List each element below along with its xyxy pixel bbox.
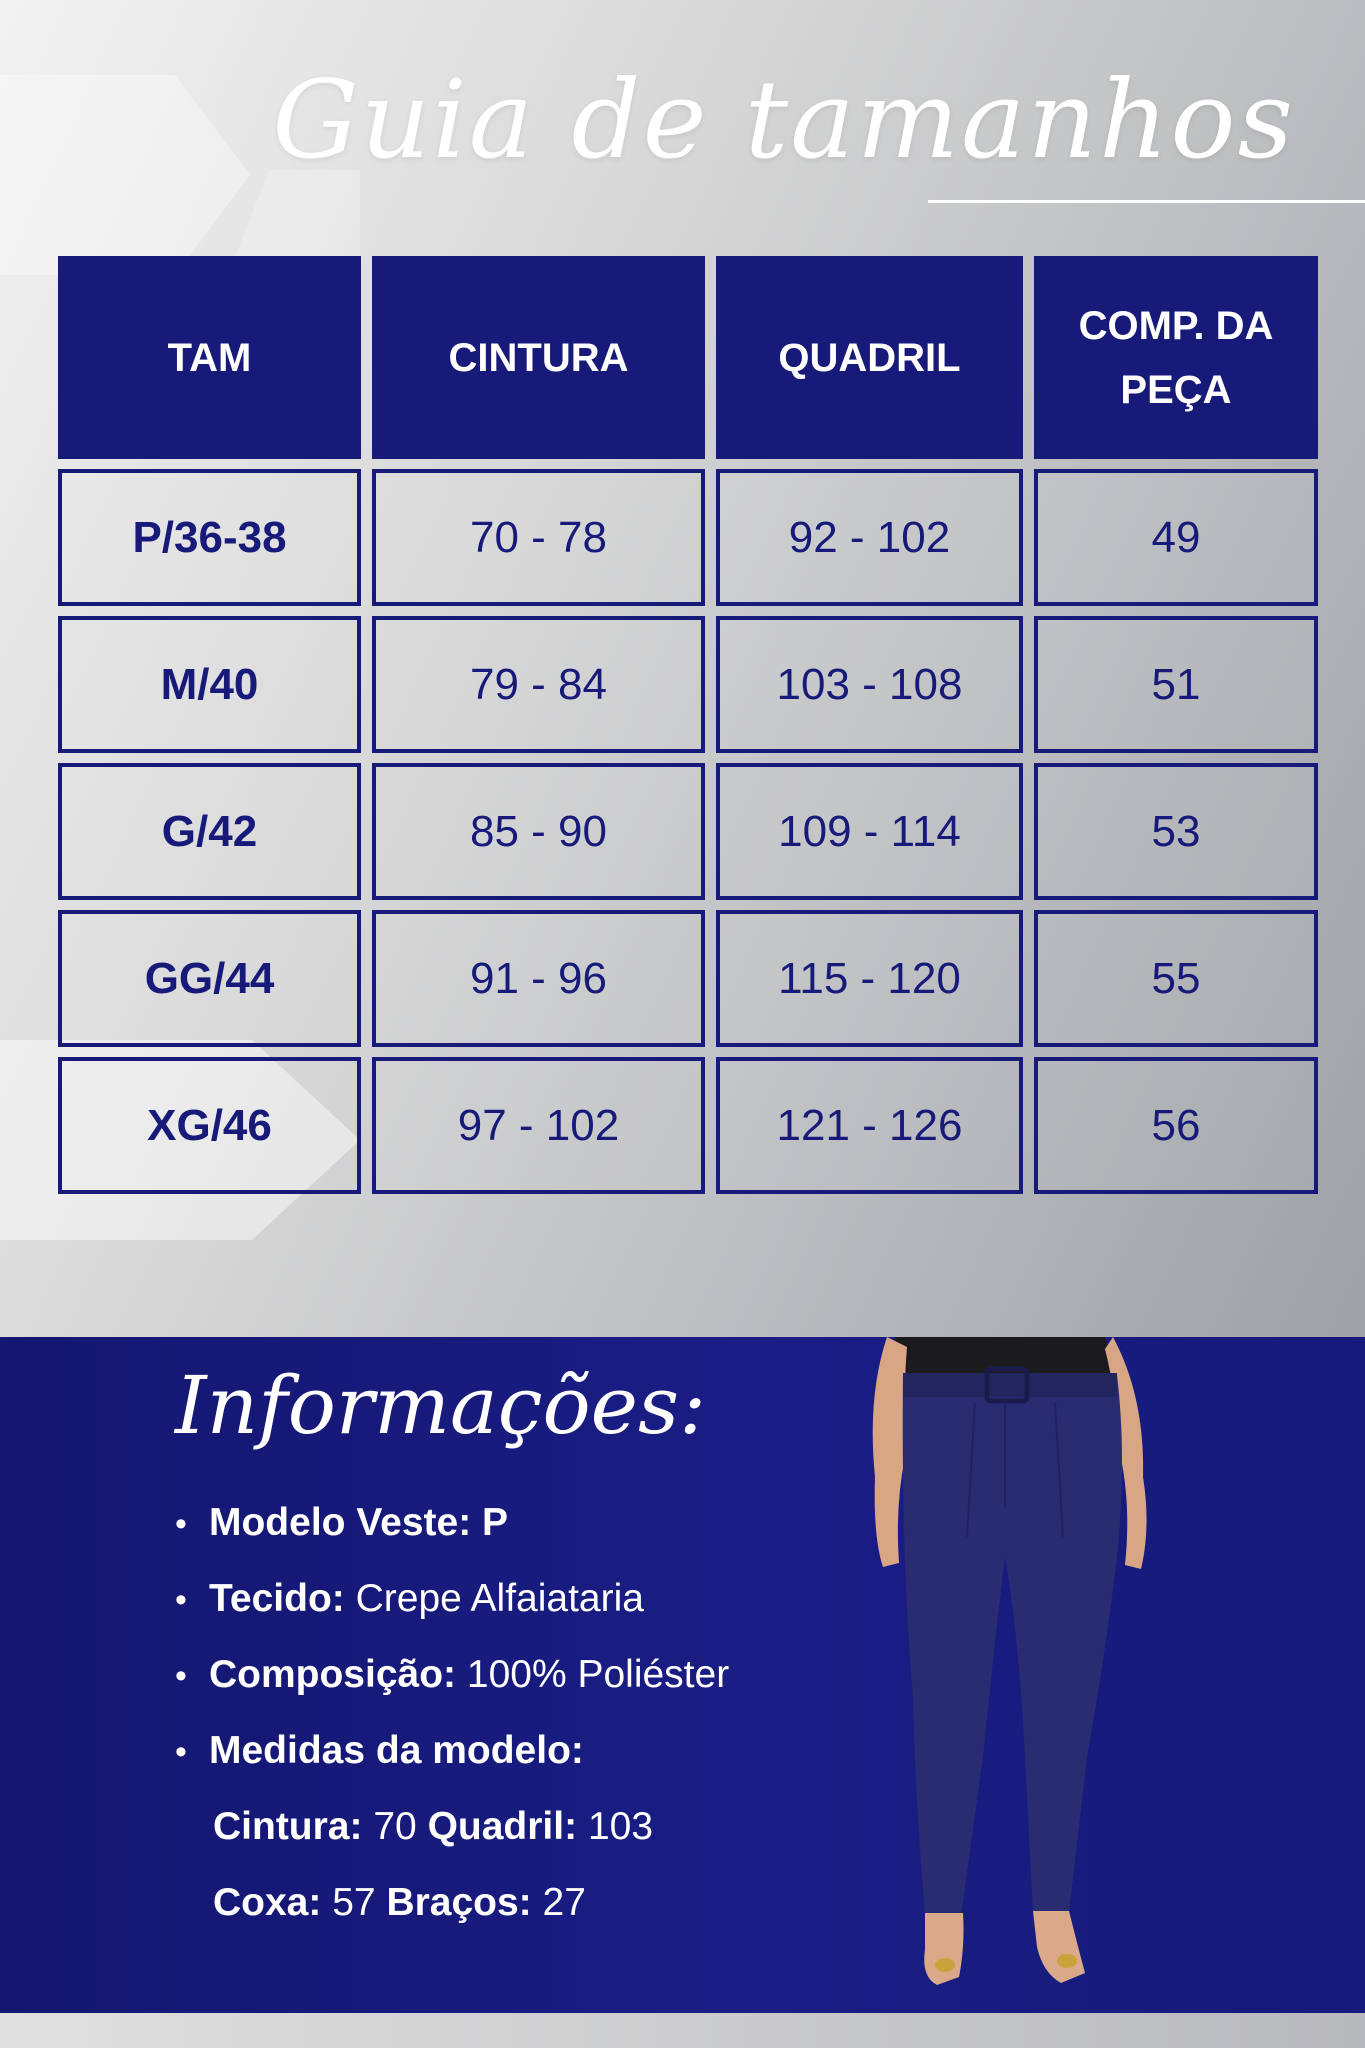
table-row: [58, 1057, 1318, 1194]
bullet-icon: •: [175, 1733, 187, 1771]
cell-length: 53: [1034, 763, 1318, 900]
measure-value: 27: [542, 1881, 586, 1924]
item-label: Modelo Veste: P: [209, 1501, 509, 1544]
measure-label: Coxa:: [213, 1881, 322, 1924]
belt-shape: [903, 1373, 1117, 1397]
cell-size: XG/46: [58, 1057, 361, 1194]
cell-waist: 85 - 90: [372, 763, 705, 900]
measure-value: 103: [587, 1805, 654, 1848]
cell-length: 49: [1034, 469, 1318, 606]
right-shoe-shape: [1033, 1911, 1085, 1983]
cell-hip: 121 - 126: [716, 1057, 1023, 1194]
header-size: TAM: [58, 256, 361, 459]
list-item: [175, 1485, 729, 1561]
measure-line: [175, 1865, 729, 1941]
table-header-row: [58, 256, 1318, 459]
cell-size: G/42: [58, 763, 361, 900]
cell-hip: 103 - 108: [716, 616, 1023, 753]
info-title: Informações:: [175, 1359, 707, 1452]
pants-shape: [903, 1373, 1122, 1915]
bottom-strip: [0, 2013, 1365, 2048]
cell-hip: 92 - 102: [716, 469, 1023, 606]
shirt-shape: [895, 1337, 1117, 1379]
title-underline: [928, 200, 1365, 203]
background-decoration: [0, 75, 250, 275]
header-waist: CINTURA: [372, 256, 705, 459]
info-panel: [0, 1337, 1365, 2013]
left-shoe-buckle: [935, 1958, 955, 1972]
item-value: Crepe Alfaiataria: [355, 1577, 644, 1620]
header-length: COMP. DA PEÇA: [1034, 256, 1318, 459]
table-row: [58, 616, 1318, 753]
header-hip: QUADRIL: [716, 256, 1023, 459]
left-arm-shape: [873, 1337, 907, 1567]
cell-waist: 79 - 84: [372, 616, 705, 753]
page-title: Guia de tamanhos: [272, 58, 1295, 183]
cell-hip: 115 - 120: [716, 910, 1023, 1047]
cell-length: 56: [1034, 1057, 1318, 1194]
bullet-icon: •: [175, 1581, 187, 1619]
cell-hip: 109 - 114: [716, 763, 1023, 900]
right-shoe-buckle: [1057, 1954, 1077, 1968]
info-list: [175, 1485, 729, 1941]
cell-length: 51: [1034, 616, 1318, 753]
measure-value: 70: [373, 1805, 417, 1848]
list-item: [175, 1561, 729, 1637]
measure-label: Quadril:: [427, 1805, 578, 1848]
measure-label: Cintura:: [213, 1805, 363, 1848]
left-shoe-shape: [924, 1913, 963, 1985]
bullet-icon: •: [175, 1505, 187, 1543]
item-value: 100% Poliéster: [466, 1653, 730, 1696]
measure-value: 57: [332, 1881, 376, 1924]
table-row: [58, 469, 1318, 606]
measure-line: [175, 1789, 729, 1865]
measure-label: Braços:: [386, 1881, 532, 1924]
bullet-icon: •: [175, 1657, 187, 1695]
table-row: [58, 910, 1318, 1047]
cell-size: GG/44: [58, 910, 361, 1047]
size-table: [47, 246, 1329, 1204]
cell-waist: 70 - 78: [372, 469, 705, 606]
item-label: Tecido:: [209, 1577, 345, 1620]
cell-waist: 97 - 102: [372, 1057, 705, 1194]
item-label: Medidas da modelo:: [209, 1729, 584, 1772]
cell-size: P/36-38: [58, 469, 361, 606]
table-row: [58, 763, 1318, 900]
item-label: Composição:: [209, 1653, 457, 1696]
list-item: [175, 1637, 729, 1713]
model-photo: [855, 1337, 1175, 2013]
list-item: [175, 1713, 729, 1789]
cell-waist: 91 - 96: [372, 910, 705, 1047]
cell-size: M/40: [58, 616, 361, 753]
cell-length: 55: [1034, 910, 1318, 1047]
